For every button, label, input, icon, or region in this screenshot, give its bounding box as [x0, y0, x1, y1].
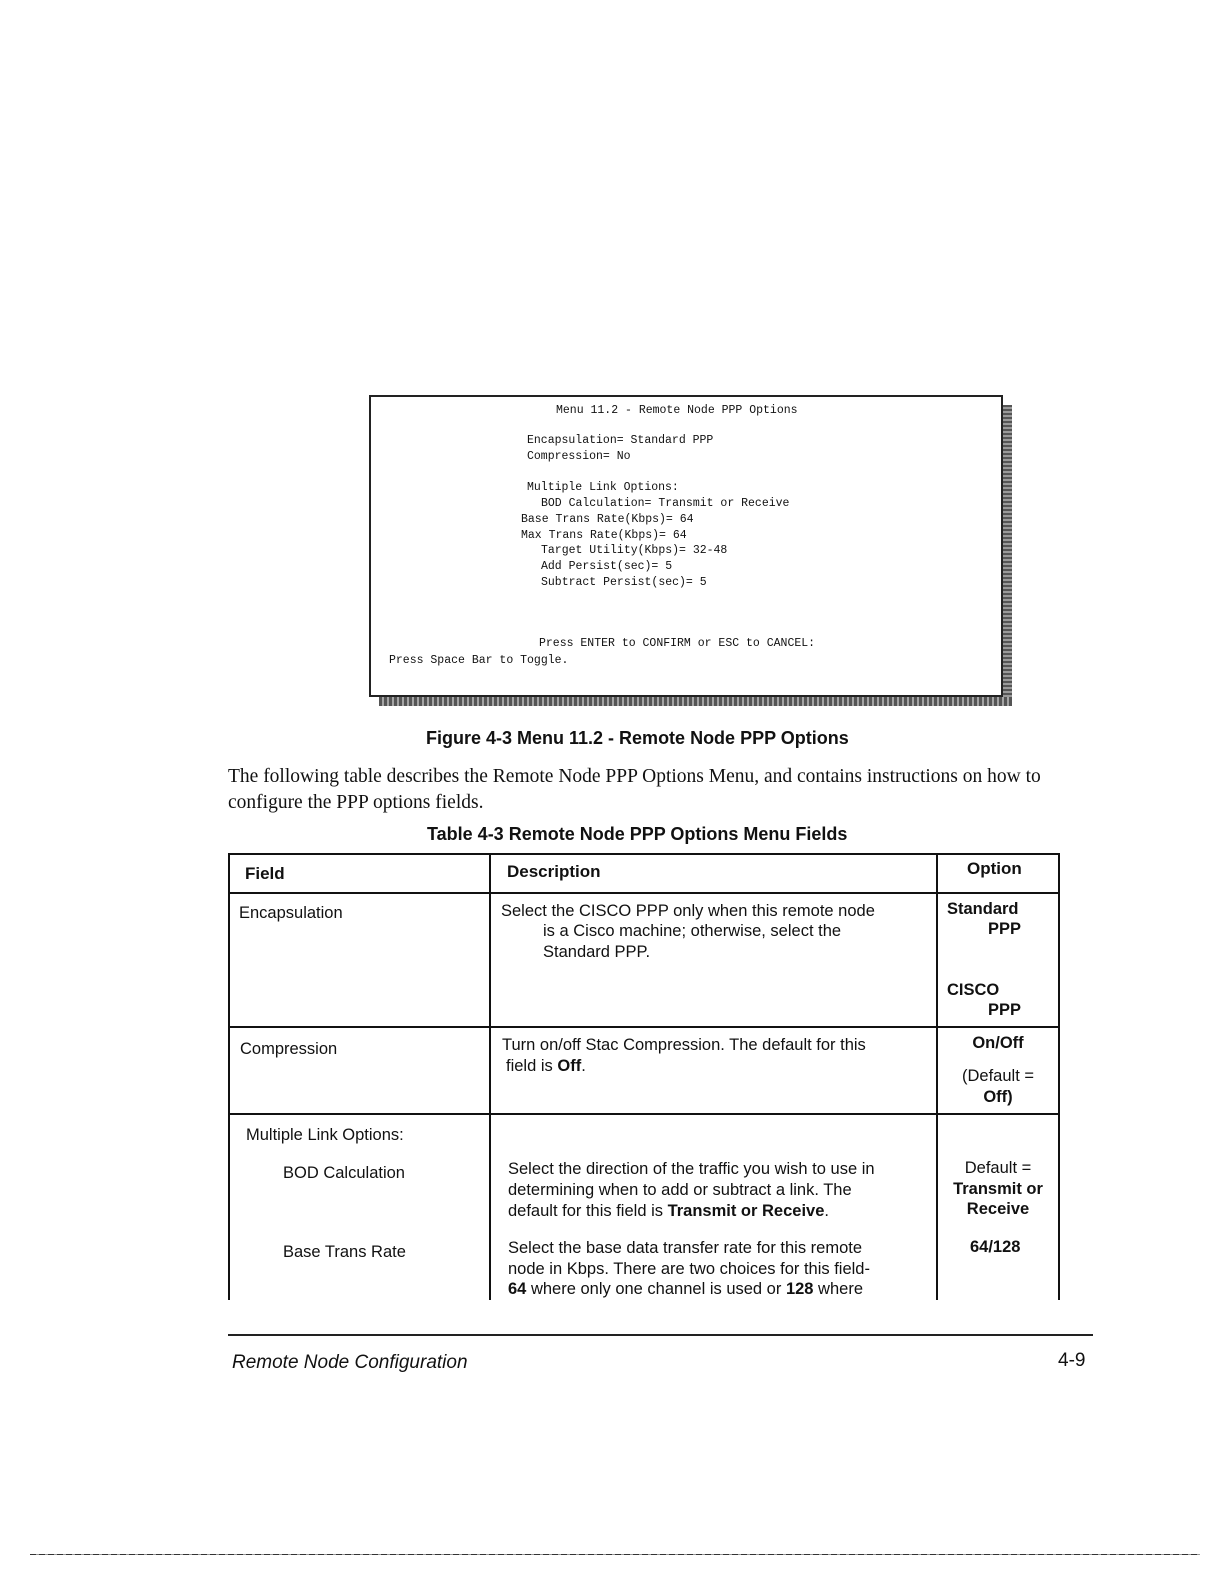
row-base-rate-field: Base Trans Rate — [283, 1243, 406, 1261]
terminal-add-persist: Add Persist(sec)= 5 — [541, 560, 673, 573]
option-bod-default: Default = — [964, 1159, 1032, 1177]
row-compression-field: Compression — [240, 1040, 338, 1058]
table-caption: Table 4-3 Remote Node PPP Options Menu Fields — [427, 824, 848, 844]
option-off: Off) — [983, 1088, 1013, 1106]
scan-edge-line — [30, 1554, 1200, 1555]
header-option: Option — [967, 859, 1022, 878]
terminal-encapsulation: Encapsulation= Standard PPP — [527, 434, 714, 447]
row-base-rate-desc: Select the base data transfer rate for this remote — [508, 1239, 863, 1257]
option-standard: Standard — [947, 900, 1019, 918]
terminal-max-rate: Max Trans Rate(Kbps)= 64 — [521, 529, 687, 542]
row-bod-desc: Select the direction of the traffic you wish to use in — [508, 1160, 875, 1178]
header-field: Field — [245, 864, 285, 883]
option-bod-transmit: Transmit or — [953, 1180, 1043, 1198]
footer-section: Remote Node Configuration — [232, 1352, 468, 1373]
terminal-base-rate: Base Trans Rate(Kbps)= 64 — [521, 513, 694, 526]
row-compression-desc: Turn on/off Stac Compression. The default for this — [502, 1036, 866, 1054]
terminal-bod: BOD Calculation= Transmit or Receive — [541, 497, 790, 510]
option-cisco-ppp: PPP — [988, 1001, 1022, 1019]
option-bod-receive: Receive — [966, 1200, 1030, 1218]
terminal-shadow-right — [1003, 405, 1012, 705]
terminal-compression: Compression= No — [527, 450, 631, 463]
intro-paragraph: The following table describes the Remote Node PPP Options Menu, and contains instructions on how to configure the PPP options fields. — [228, 766, 1041, 813]
figure-caption: Figure 4-3 Menu 11.2 - Remote Node PPP Options — [426, 728, 849, 748]
terminal-confirm: Press ENTER to CONFIRM or ESC to CANCEL: — [539, 637, 816, 650]
page-number: 4-9 — [1058, 1350, 1086, 1371]
header-description: Description — [507, 862, 601, 881]
option-on-off: On/Off — [972, 1034, 1024, 1052]
table-row-rule — [228, 1113, 1060, 1115]
table-divider — [489, 853, 491, 1300]
row-encapsulation-desc: is a Cisco machine; otherwise, select the — [543, 922, 842, 940]
row-encapsulation-desc: Standard PPP. — [543, 943, 651, 961]
terminal-sub-persist: Subtract Persist(sec)= 5 — [541, 576, 707, 589]
footer-rule — [228, 1334, 1093, 1336]
terminal-shadow-bottom — [379, 697, 1012, 706]
table-header-rule — [228, 892, 1060, 894]
row-bod-desc-3: default for this field is Transmit or Receive. — [508, 1202, 829, 1220]
row-compression-desc-2: field is Off. — [506, 1057, 586, 1075]
option-default: (Default = — [962, 1067, 1034, 1085]
row-encapsulation-desc: Select the CISCO PPP only when this remote node — [501, 902, 875, 920]
row-multilink-field: Multiple Link Options: — [246, 1126, 404, 1144]
option-base-rate: 64/128 — [970, 1238, 1021, 1256]
terminal-title: Menu 11.2 - Remote Node PPP Options — [556, 404, 798, 417]
row-encapsulation-field: Encapsulation — [239, 904, 343, 922]
row-base-rate-desc: node in Kbps. There are two choices for this field- — [508, 1260, 870, 1278]
row-bod-field: BOD Calculation — [283, 1164, 405, 1182]
option-standard-ppp: PPP — [988, 920, 1022, 938]
row-base-rate-desc-3: 64 where only one channel is used or 128 where — [508, 1280, 863, 1298]
row-bod-desc: determining when to add or subtract a link. The — [508, 1181, 852, 1199]
terminal-toggle: Press Space Bar to Toggle. — [389, 654, 569, 667]
terminal-target: Target Utility(Kbps)= 32-48 — [541, 544, 728, 557]
terminal-multilink-header: Multiple Link Options: — [527, 481, 679, 494]
option-cisco: CISCO — [947, 981, 1000, 999]
table-row-rule — [228, 1026, 1060, 1028]
